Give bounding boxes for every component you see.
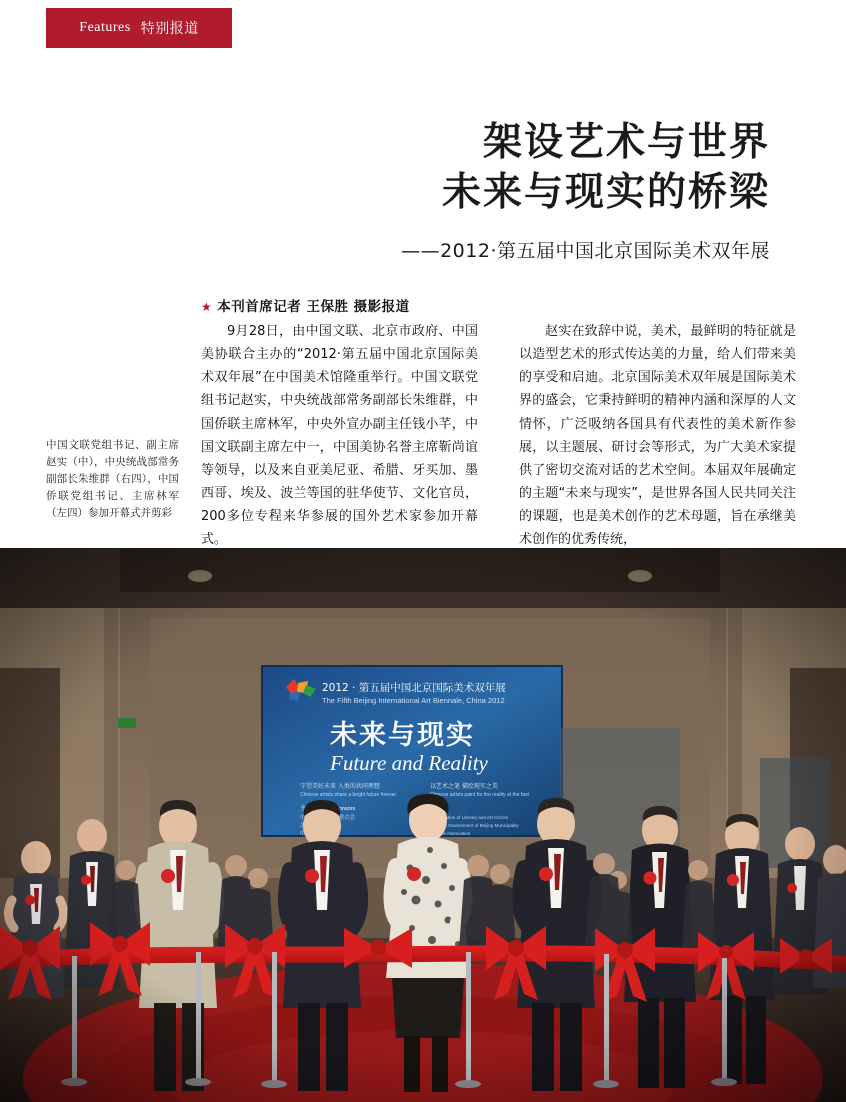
page-subtitle: ——2012·第五届中国北京国际美术双年展	[401, 239, 770, 262]
opening-ceremony-photo	[0, 548, 846, 1102]
section-tag-label-en: Features	[79, 20, 131, 35]
article-title-block	[0, 118, 770, 263]
body-column-right	[519, 320, 796, 551]
body-paragraph-right: 赵实在致辞中说，美术，最鲜明的特征就是以造型艺术的形式传达美的力量，给人们带来美的享受和启迪。北京国际美术双年展是国际美术界的盛会，它秉持鲜明的精神内涵和深厚的人文情怀，广泛吸纳各国具有代表性的美术新作参展，以主题展、研讨会等形式，为广大美术家提供了密切交流对话的艺术空间。本届双年展确定的主题“未来与现实”，是世界各国人民共同关注的课题，也是美术创作的艺术母题，旨在承继美术创作的优秀传统，	[519, 324, 796, 548]
byline-text: 本刊首席记者 王保胜 摄影报道	[217, 299, 410, 315]
page-title-line-2: 未来与现实的桥梁	[441, 169, 770, 215]
photo-illustration	[0, 548, 846, 1102]
star-icon: ★	[201, 300, 213, 314]
page-title-line-1: 架设艺术与世界	[482, 120, 770, 165]
byline	[201, 295, 410, 315]
body-paragraph-left: 9月28日，由中国文联、北京市政府、中国美协联合主办的“2012·第五届中国北京国际美术双年展”在中国美术馆隆重举行。中国文联党组书记赵实，中央统战部常务副部长朱维群，中国侨联主席林军，中央外宣办副主任钱小芊，中国文联副主席左中一，中国美协名誉主席靳尚谊等领导，以及来自亚美尼亚、希腊、牙买加、墨西哥、埃及、波兰等国的驻华使节、文化官员，200多位专程来华参展的国外艺术家参加开幕式。	[201, 324, 478, 548]
section-tag	[46, 8, 232, 48]
section-tag-label-cn: 特别报道	[140, 21, 199, 37]
body-column-left	[201, 320, 478, 551]
photo-caption: 中国文联党组书记、副主席赵实（中），中央统战部常务副部长朱维群（右四），中国侨联党组书记、主席林军（左四）参加开幕式并剪彩	[46, 439, 179, 519]
